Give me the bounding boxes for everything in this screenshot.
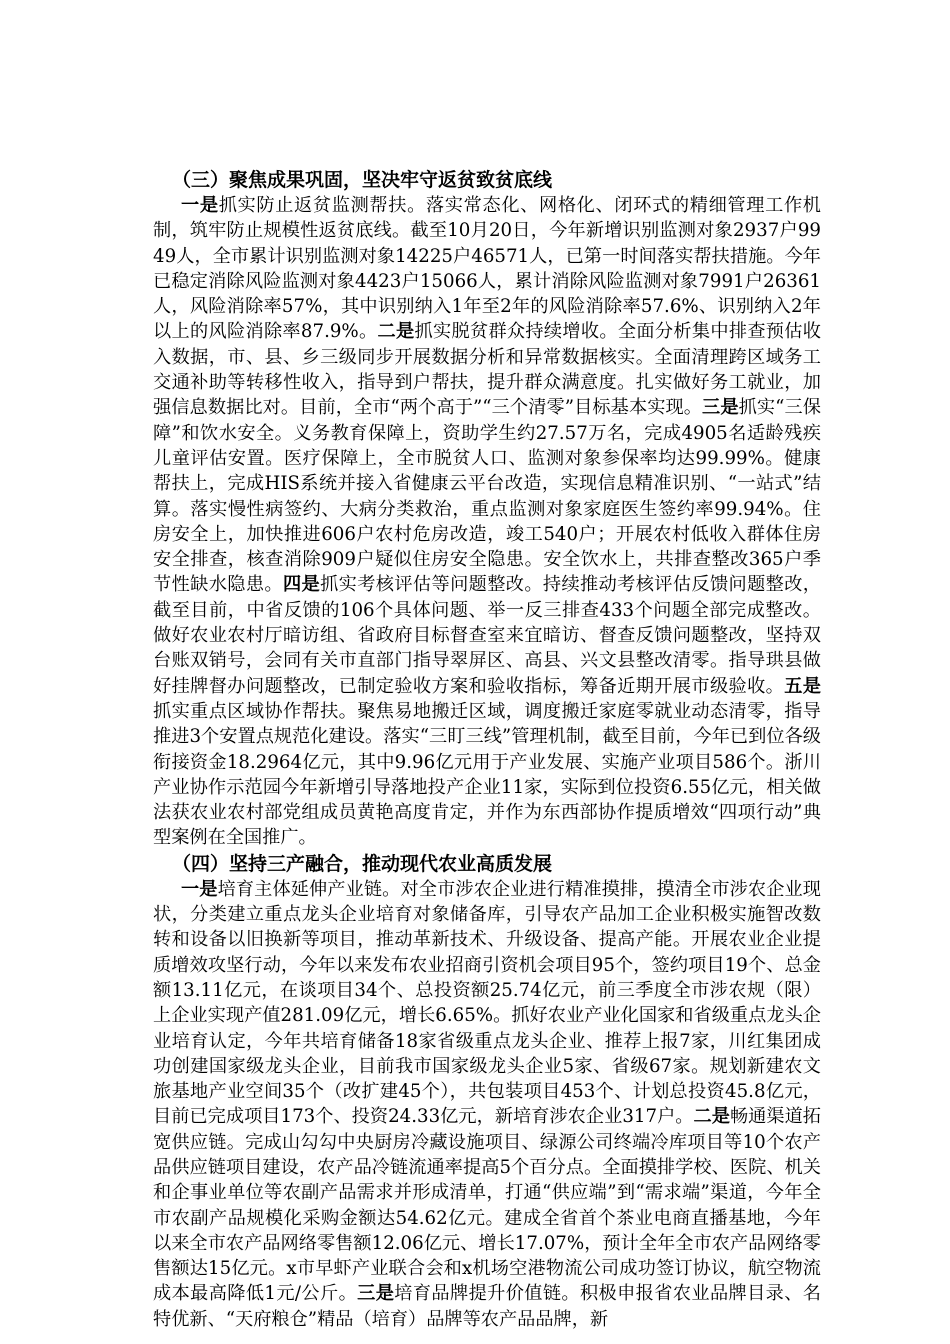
section-4-heading: （四）坚持三产融合，推动现代农业高质发展 [172,852,553,875]
section-4-body [153,877,821,1332]
section-4-item-1-text: 培育主体延伸产业链。对全市涉农企业进行精准摸排，摸清全市涉农企业现状，分类建立重点龙头企业培育对象储备库，引导农产品加工企业积极实施智改数转和设备以旧换新等项目，推动革新技术、升级设备、提高产能。开展农业企业提质增效攻坚行动，今年以来发布农业招商引资机会项目95个，签约项目19个、总金额13.11亿元，在谈项目34个、总投资额25.74亿元，前三季度全市涉农规（限）上企业实现产值281.09亿元，增长6.65%。抓好农业产业化国家和省级重点龙头企业培育认定，今年共培育储备18家省级重点龙头企业、推荐上报7家，川红集团成功创建国家级龙头企业，目前我市国家级龙头企业5家、省级67家。规划新建农文旅基地产业空间35个（改扩建45个），共包装项目453个、计划总投资45.8亿元，目前已完成项目173个、投资24.33亿元，新培育涉农企业317户。 [153,878,821,1128]
section-3-item-3-lead: 三是 [702,397,739,419]
section-4-item-1-lead: 一是 [181,878,218,900]
section-3-item-4-text: 抓实考核评估等问题整改。持续推动考核评估反馈问题整改，截至目前，中省反馈的106个具体问题、举一反三排查433个问题全部完成整改。做好农业农村厅暗访组、省政府目标督查室来宜暗访、督查反馈问题整改，坚持双台账双销号，会同有关市直部门指导翠屏区、高县、兴文县整改清零。指导珙县做好挂牌督办问题整改，已制定验收方案和验收指标，筹备近期开展市级验收。 [153,574,821,697]
section-3-item-5-text: 抓实重点区域协作帮扶。聚焦易地搬迁区域，调度搬迁家庭零就业动态清零，指导推进3个安置点规范化建设。落实“三盯三线”管理机制，截至目前，今年已到位各级衔接资金18.2964亿元，其中9.96亿元用于产业发展、实施产业项目586个。浙川产业协作示范园今年新增引导落地投产企业11家，实际到位投资6.55亿元，相关做法获农业农村部党组成员黄艳高度肯定，并作为东西部协作提质增效“四项行动”典型案例在全国推广。 [153,700,821,849]
section-3-item-3-text: 抓实“三保障”和饮水安全。义务教育保障上，资助学生约27.57万名，完成4905名适龄残疾儿童评估安置。医疗保障上，全市脱贫人口、监测对象参保率均达99.99%。健康帮扶上，完成HIS系统并接入省健康云平台改造，实现信息精准识别、“一站式”结算。落实慢性病签约、大病分类救治，重点监测对象家庭医生签约率99.94%。住房安全上，加快推进606户农村危房改造，竣工540户；开展农村低收入群体住房安全排查，核查消除909户疑似住房安全隐患。安全饮水上，共排查整改365户季节性缺水隐患。 [153,397,821,596]
section-3-item-2-text: 抓实脱贫群众持续增收。全面分析集中排查预估收入数据，市、县、乡三级同步开展数据分析和异常数据核实。全面清理跨区域务工交通补助等转移性收入，指导到户帮扶，提升群众满意度。扎实做好务工就业，加强信息数据比对。目前，全市“两个高于”“三个清零”目标基本实现。 [153,321,821,419]
section-4-item-2-text: 畅通渠道拓宽供应链。完成山勾勾中央厨房冷藏设施项目、绿源公司终端冷库项目等10个农产品供应链项目建设，农产品冷链流通率提高5个百分点。全面摸排学校、医院、机关和企事业单位等农副产品需求并形成清单，打通“供应端”到“需求端”渠道，今年全市农副产品规模化采购金额达54.62亿元。建成全省首个茶业电商直播基地，今年以来全市农产品网络零售额12.06亿元、增长17.07%，预计全年全市农产品网络零售额达15亿元。x市早虾产业联合会和x机场空港物流公司成功签订协议，航空物流成本最高降低1元/公斤。 [153,1106,821,1305]
section-3-item-1-text: 抓实防止返贫监测帮扶。落实常态化、网格化、闭环式的精细管理工作机制，筑牢防止规模性返贫底线。截至10月20日，今年新增识别监测对象2937户9949人，全市累计识别监测对象14225户46571人，已第一时间落实帮扶措施。今年已稳定消除风险监测对象4423户15066人，累计消除风险监测对象7991户26361人，风险消除率57%，其中识别纳入1年至2年的风险消除率57.6%、识别纳入2年以上的风险消除率87.9%。 [153,195,821,343]
section-3-item-2-lead: 二是 [377,321,415,343]
section-3-heading: （三）聚焦成果巩固，坚决牢守返贫致贫底线 [172,169,553,191]
document-page [153,168,821,1332]
section-4-item-3-lead: 三是 [357,1283,395,1305]
section-3-item-1-lead: 一是 [181,195,219,216]
section-3-item-5-lead: 五是 [784,675,821,697]
section-3-body [153,193,821,851]
section-4-item-3-text: 培育品牌提升价值链。积极申报省农业品牌目录、名特优新、“天府粮仓”精品（培育）品牌等农产品品牌，新 [153,1283,821,1330]
section-4-item-2-lead: 二是 [693,1106,730,1128]
section-3-item-4-lead: 四是 [282,574,321,596]
